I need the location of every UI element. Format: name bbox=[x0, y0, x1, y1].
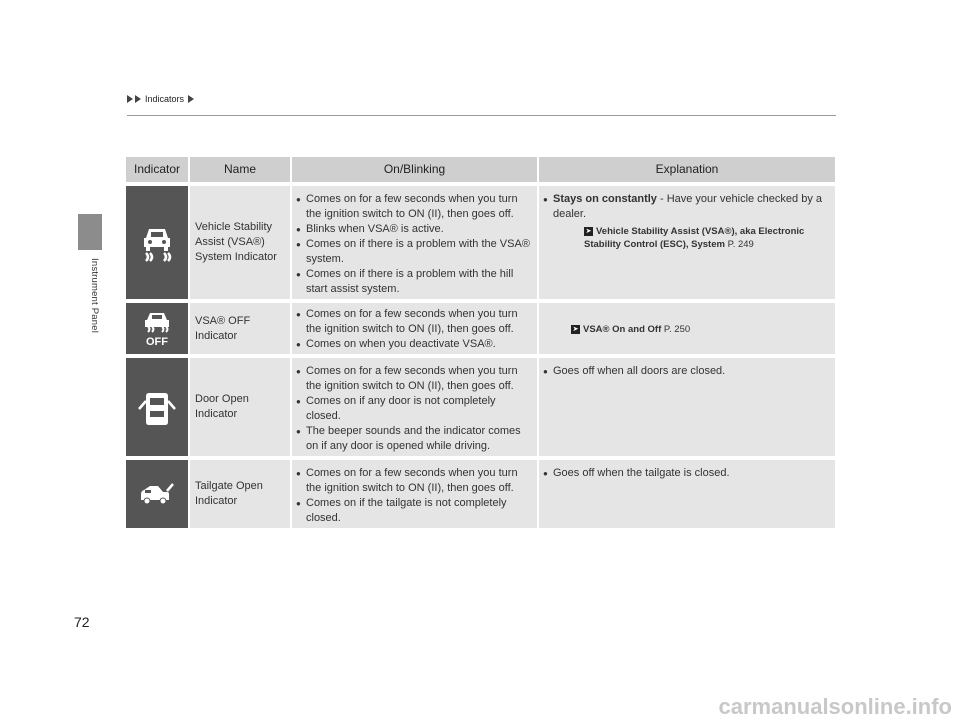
list-item: ● Comes on if there is a problem with the VSA® system. bbox=[306, 237, 533, 267]
indicator-name: Door Open Indicator bbox=[195, 393, 249, 420]
breadcrumb bbox=[127, 94, 194, 104]
table-row bbox=[126, 303, 835, 354]
breadcrumb-arrow-icon bbox=[135, 95, 141, 103]
list-item: ● Blinks when VSA® is active. bbox=[306, 222, 533, 237]
on-blinking-list bbox=[292, 303, 537, 354]
table-row bbox=[126, 186, 835, 299]
list-item: ● Comes on for a few seconds when you turn the ignition switch to ON (II), then goes off. bbox=[306, 466, 533, 496]
explanation-list bbox=[539, 358, 835, 381]
header-rule bbox=[127, 115, 836, 116]
indicator-name: Vehicle Stability Assist (VSA®) System Indicator bbox=[195, 221, 277, 263]
list-item: ● The beeper sounds and the indicator comes on if any door is opened while driving. bbox=[306, 424, 533, 454]
header-explanation: Explanation bbox=[539, 157, 835, 182]
header-indicator: Indicator bbox=[126, 157, 190, 182]
header-on-blinking: On/Blinking bbox=[292, 157, 539, 182]
list-item: ● Comes on for a few seconds when you turn the ignition switch to ON (II), then goes off. bbox=[306, 364, 533, 394]
explanation-list bbox=[539, 186, 835, 224]
section-tab bbox=[78, 214, 102, 250]
cross-reference-link[interactable]: ➤ Vehicle Stability Assist (VSA®), aka Electronic Stability Control (ESC), System P. 249 bbox=[584, 226, 805, 250]
table-row bbox=[126, 460, 835, 528]
indicator-table bbox=[126, 157, 835, 528]
vsa-skid-icon bbox=[126, 186, 190, 299]
list-item: ● Goes off when the tailgate is closed. bbox=[553, 466, 831, 481]
table-header-row bbox=[126, 157, 835, 182]
watermark: carmanualsonline.info bbox=[718, 694, 952, 719]
page-number: 72 bbox=[74, 614, 90, 630]
list-item: ● Comes on when you deactivate VSA®. bbox=[306, 337, 533, 352]
explanation-list bbox=[539, 460, 835, 483]
on-blinking-list bbox=[292, 186, 537, 299]
list-item: ● Comes on if the tailgate is not completely closed. bbox=[306, 496, 533, 526]
tailgate-open-icon bbox=[126, 460, 190, 528]
door-open-icon bbox=[126, 358, 190, 456]
cross-reference-link[interactable]: ➤ VSA® On and Off P. 250 bbox=[572, 323, 691, 335]
vsa-off-icon bbox=[126, 303, 190, 354]
list-item: ● Goes off when all doors are closed. bbox=[553, 364, 831, 379]
breadcrumb-arrow-icon bbox=[127, 95, 133, 103]
indicator-name: VSA® OFF Indicator bbox=[195, 314, 251, 342]
breadcrumb-arrow-icon bbox=[188, 95, 194, 103]
reference-arrow-icon: ➤ bbox=[572, 325, 579, 333]
on-blinking-list bbox=[292, 358, 537, 456]
section-label: Instrument Panel bbox=[89, 258, 100, 334]
list-item: ● Comes on for a few seconds when you turn the ignition switch to ON (II), then goes off. bbox=[306, 307, 533, 337]
list-item: ● Stays on constantly - Have your vehicle checked by a dealer. bbox=[553, 192, 831, 222]
svg-text:OFF: OFF bbox=[146, 335, 168, 348]
list-item: ● Comes on if there is a problem with the hill start assist system. bbox=[306, 267, 533, 297]
list-item: ● Comes on for a few seconds when you turn the ignition switch to ON (II), then goes off. bbox=[306, 192, 533, 222]
table-row bbox=[126, 358, 835, 456]
reference-arrow-icon: ➤ bbox=[585, 228, 592, 235]
indicator-name: Tailgate Open Indicator bbox=[195, 480, 263, 507]
header-name: Name bbox=[190, 157, 292, 182]
list-item: ● Comes on if any door is not completely closed. bbox=[306, 394, 533, 424]
on-blinking-list bbox=[292, 460, 537, 528]
breadcrumb-label[interactable]: Indicators bbox=[145, 94, 185, 104]
